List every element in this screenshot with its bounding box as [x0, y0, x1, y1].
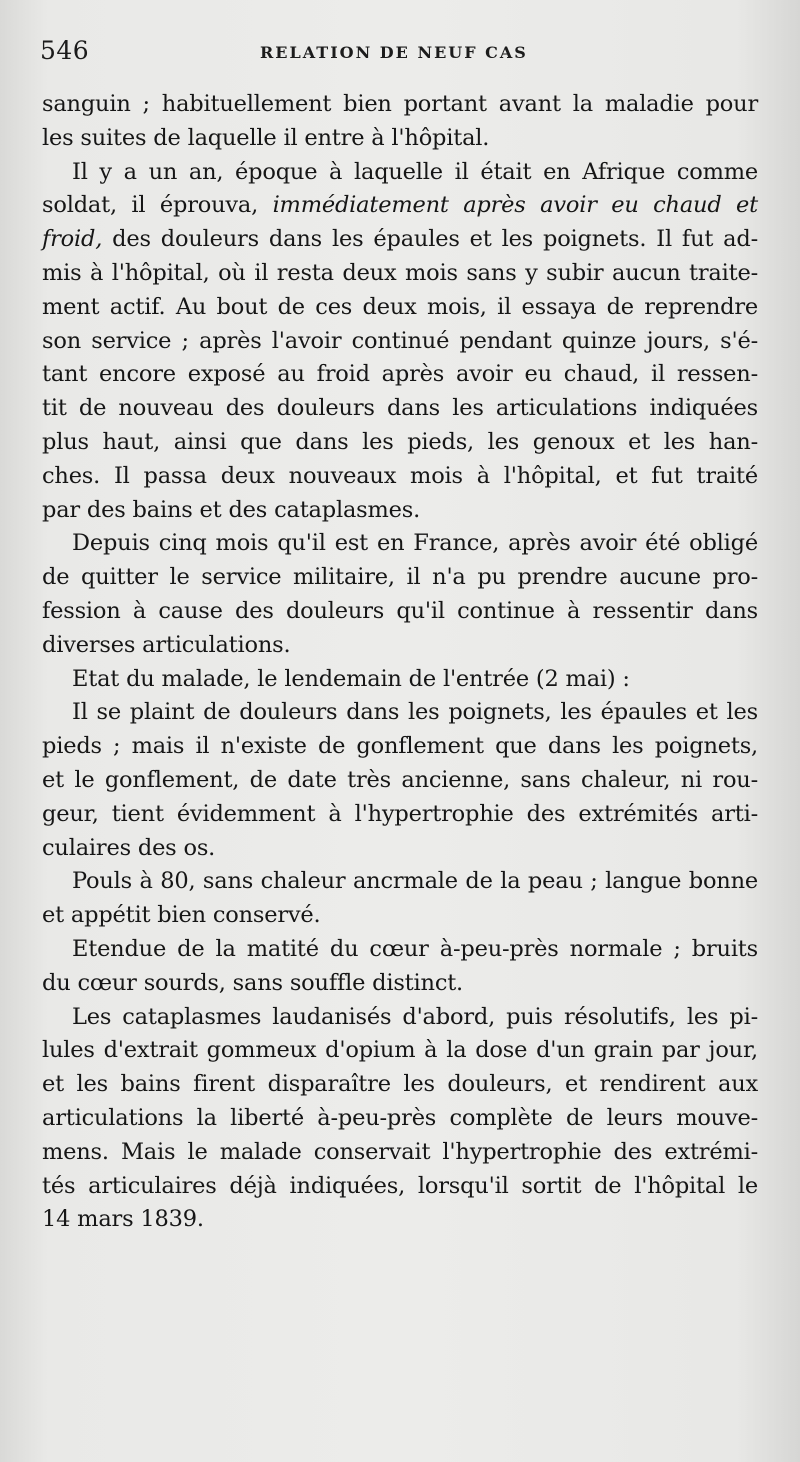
text-line: articulations la liberté à-peu-près complète de leurs mouve-: [42, 1104, 758, 1131]
body-text: [42, 88, 758, 1237]
running-head: [40, 36, 760, 70]
text-line: Les cataplasmes laudanisés d'abord, puis résolutifs, les pi-: [72, 1003, 758, 1030]
text-line: ment actif. Au bout de ces deux mois, il essaya de reprendre: [42, 293, 758, 320]
text-line: lules d'extrait gommeux d'opium à la dose d'un grain par jour,: [42, 1037, 758, 1064]
text-line: plus haut, ainsi que dans les pieds, les genoux et les han-: [42, 428, 758, 455]
text-line: par des bains et des cataplasmes.: [42, 496, 421, 523]
page-number: 546: [40, 36, 90, 65]
text-line: son service ; après l'avoir continué pendant quinze jours, s'é-: [42, 327, 758, 354]
paragraph: [42, 156, 758, 528]
text-line: Il y a un an, époque à laquelle il était en Afrique comme: [72, 158, 758, 185]
text-line: les suites de laquelle il entre à l'hôpital.: [42, 124, 490, 151]
text-line: sanguin ; habituellement bien portant avant la maladie pour: [42, 91, 758, 117]
paragraph: [42, 1001, 758, 1238]
paragraph: [42, 696, 758, 865]
text-line: fession à cause des douleurs qu'il continue à ressentir dans: [42, 597, 758, 624]
running-title: RELATION DE NEUF CAS: [260, 43, 528, 62]
text-line: Etendue de la matité du cœur à-peu-près normale ; bruits: [72, 935, 758, 962]
text-line: [42, 189, 758, 223]
text-line: tit de nouveau des douleurs dans les articulations indiquées: [42, 395, 758, 422]
text-line: Il se plaint de douleurs dans les poignets, les épaules et les: [72, 699, 758, 726]
text-line: tant encore exposé au froid après avoir eu chaud, il ressen-: [42, 361, 758, 388]
paragraph: [42, 663, 758, 697]
text-line: mens. Mais le malade conservait l'hypertrophie des extrémi-: [42, 1138, 758, 1165]
text-line: Pouls à 80, sans chaleur ancrmale de la peau ; langue bonne: [72, 868, 758, 895]
text-line: du cœur sourds, sans souffle distinct.: [42, 969, 464, 996]
text-line: pieds ; mais il n'existe de gonflement que dans les poignets,: [42, 733, 758, 760]
text-line: culaires des os.: [42, 834, 216, 861]
text-line: et le gonflement, de date très ancienne, sans chaleur, ni rou-: [42, 766, 758, 793]
text-line: mis à l'hôpital, où il resta deux mois sans y subir aucun traite-: [42, 259, 758, 286]
text-line: et appétit bien conservé.: [42, 902, 321, 929]
text-line: tés articulaires déjà indiquées, lorsqu'il sortit de l'hôpital le: [42, 1172, 758, 1199]
paragraph: [42, 865, 758, 933]
text-line: ches. Il passa deux nouveaux mois à l'hôpital, et fut traité: [42, 462, 758, 489]
text-span: soldat, il éprouva,: [42, 192, 273, 219]
paragraph: [42, 933, 758, 1001]
text-span: des douleurs dans les épaules et les poignets. Il fut ad-: [102, 226, 758, 253]
text-line: [42, 223, 758, 257]
text-line: Etat du malade, le lendemain de l'entrée (2 mai) :: [72, 665, 630, 692]
paragraph: [42, 88, 758, 156]
text-line: de quitter le service militaire, il n'a pu prendre aucune pro-: [42, 564, 758, 591]
text-line: 14 mars 1839.: [42, 1206, 204, 1233]
text-line: geur, tient évidemment à l'hypertrophie des extrémités arti-: [42, 800, 758, 827]
text-line: Depuis cinq mois qu'il est en France, après avoir été obligé: [72, 530, 758, 557]
text-line: diverses articulations.: [42, 631, 291, 658]
paragraph: [42, 527, 758, 662]
text-line: et les bains firent disparaître les douleurs, et rendirent aux: [42, 1071, 758, 1098]
italic-emphasis: froid,: [42, 226, 103, 253]
italic-emphasis: immédiatement après avoir eu chaud et: [272, 192, 758, 219]
